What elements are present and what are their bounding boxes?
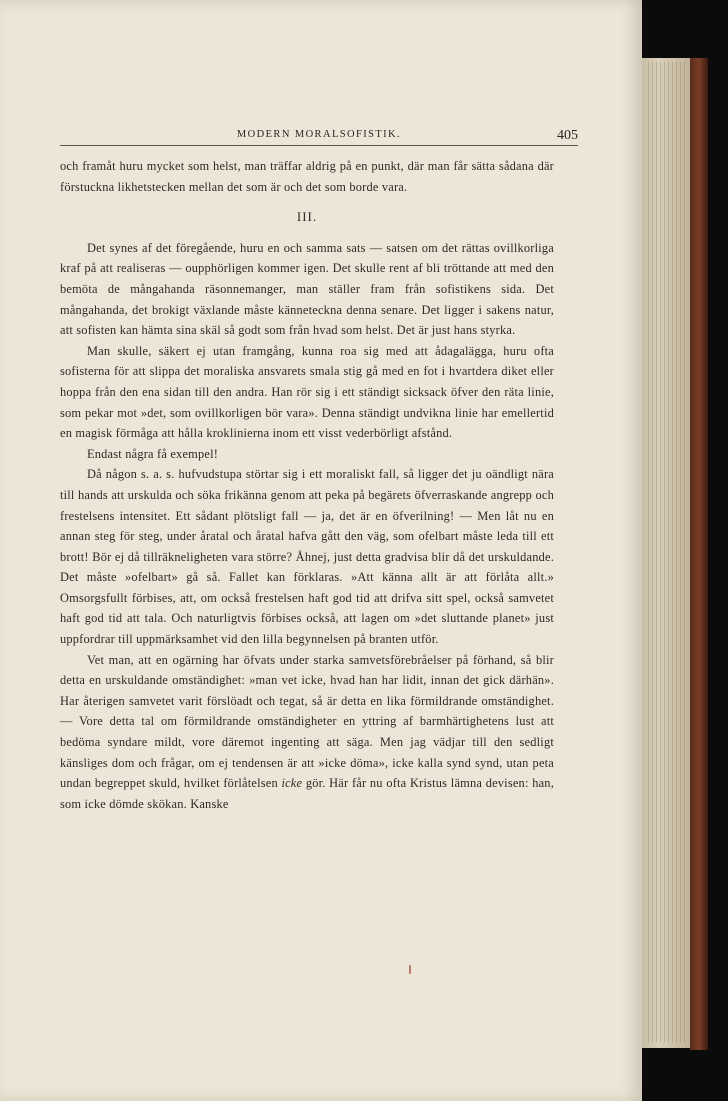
paragraph-3: Man skulle, säkert ej utan framgång, kunna roa sig med att ådagalägga, huru ofta sofisterna för att slippa det moraliska ansvarets smala stig gå med en fot i hvartdera diket eller hoppa från den ena sidan till den andra. Han rör sig i ett ständigt sicksack öfver den räta linie, som pekar mot »det, som ovillkorligen bör vara». Denna ständigt undvikna linie har emellertid en magisk förmåga att hålla kroklinierna inom ett visst vederbörligt afstånd. (60, 343, 554, 441)
book-binding (690, 58, 708, 1050)
page-block-lines (648, 62, 688, 1042)
running-title: MODERN MORALSOFISTIK. (236, 129, 402, 140)
pencil-mark (409, 965, 411, 974)
paragraph-4: Endast några få exempel! (87, 446, 219, 461)
paragraph-6 (60, 650, 554, 815)
paragraph-6-emphasis: icke (281, 776, 303, 791)
paragraph-6-text-b: gör. Här får nu ofta Kristus lämna devisen: han, som icke dömde skökan. Kanske (60, 776, 554, 811)
paragraph-2: Det synes af det föregående, huru en och samma sats — satsen om det rättas ovillkorliga kraf på att realiseras — oupphörligen kommer igen. Det skulle rent af bli tröttande att med den bemöta de mångahanda räsonnemanger, man ställer fram från sofistikens sida. Det mångahanda, det brokigt växlande måste känneteckna denna senare. Det ligger i sakens natur, att sofisten kan hämta sina skäl så godt som från hvad som helst. Det är just hans styrka. (60, 240, 554, 338)
body-text (60, 156, 554, 814)
header-rule (60, 145, 578, 146)
section-heading: III. (296, 209, 318, 225)
paragraph-1: och framåt huru mycket som helst, man träffar aldrig på en punkt, där man får sätta sådana där förstuckna likhetstecken mellan det som är och det som borde vara. (60, 159, 554, 194)
paragraph-6-text-a: Vet man, att en ogärning har öfvats under starka samvetsförebråelser på förhand, så blir detta en urskuldande omständighet: »man vet icke, hvad han har lidit, innan det gick därhän». Har återigen samvetet varit förslöadt och tegat, så är detta en lika förmildrande omständighet. — Vore detta tal om förmildrande omständigheter en yttring af barmhärtighetens lust att bedöma syndare mildt, vore däremot ingenting att säga. Men jag vädjar till den sedligt känsliges dom och frågar, om ej tendensen är att »icke döma», icke kalla synd synd, utan peta undan begreppet skuld, hvilket förlåtelsen (60, 652, 554, 791)
paragraph-5: Då någon s. a. s. hufvudstupa störtar sig i ett moraliskt fall, så ligger det ju oändligt nära till hands att urskulda och söka frikänna genom att peka på begärets öfverraskande angrepp och frestelsens intensitet. Ett sådant plötsligt fall — ja, det är en öfverilning! — Men låt nu en annan steg för steg, under åratal och åratal hafva gått den väg, som ofelbart måste leda till ett brott! Bör ej då tillräkneligheten vara större? Åhnej, just detta gradvisa blir då det urskuldande. Det måste »ofelbart» gå så. Fallet kan förklaras. »Att känna allt är att förlåta allt.» Omsorgsfullt förbises, att, om också frestelsen haft god tid att drifva sitt spel, också samvetet haft god tid att tala. Och naturligtvis förbises också, att lagen om »det sluttande planet» just uppfordrar till uppmärksamhet vid den lilla begynnelsen på branten utför. (60, 467, 554, 647)
page-number: 405 (557, 128, 578, 143)
page-header (60, 128, 578, 148)
